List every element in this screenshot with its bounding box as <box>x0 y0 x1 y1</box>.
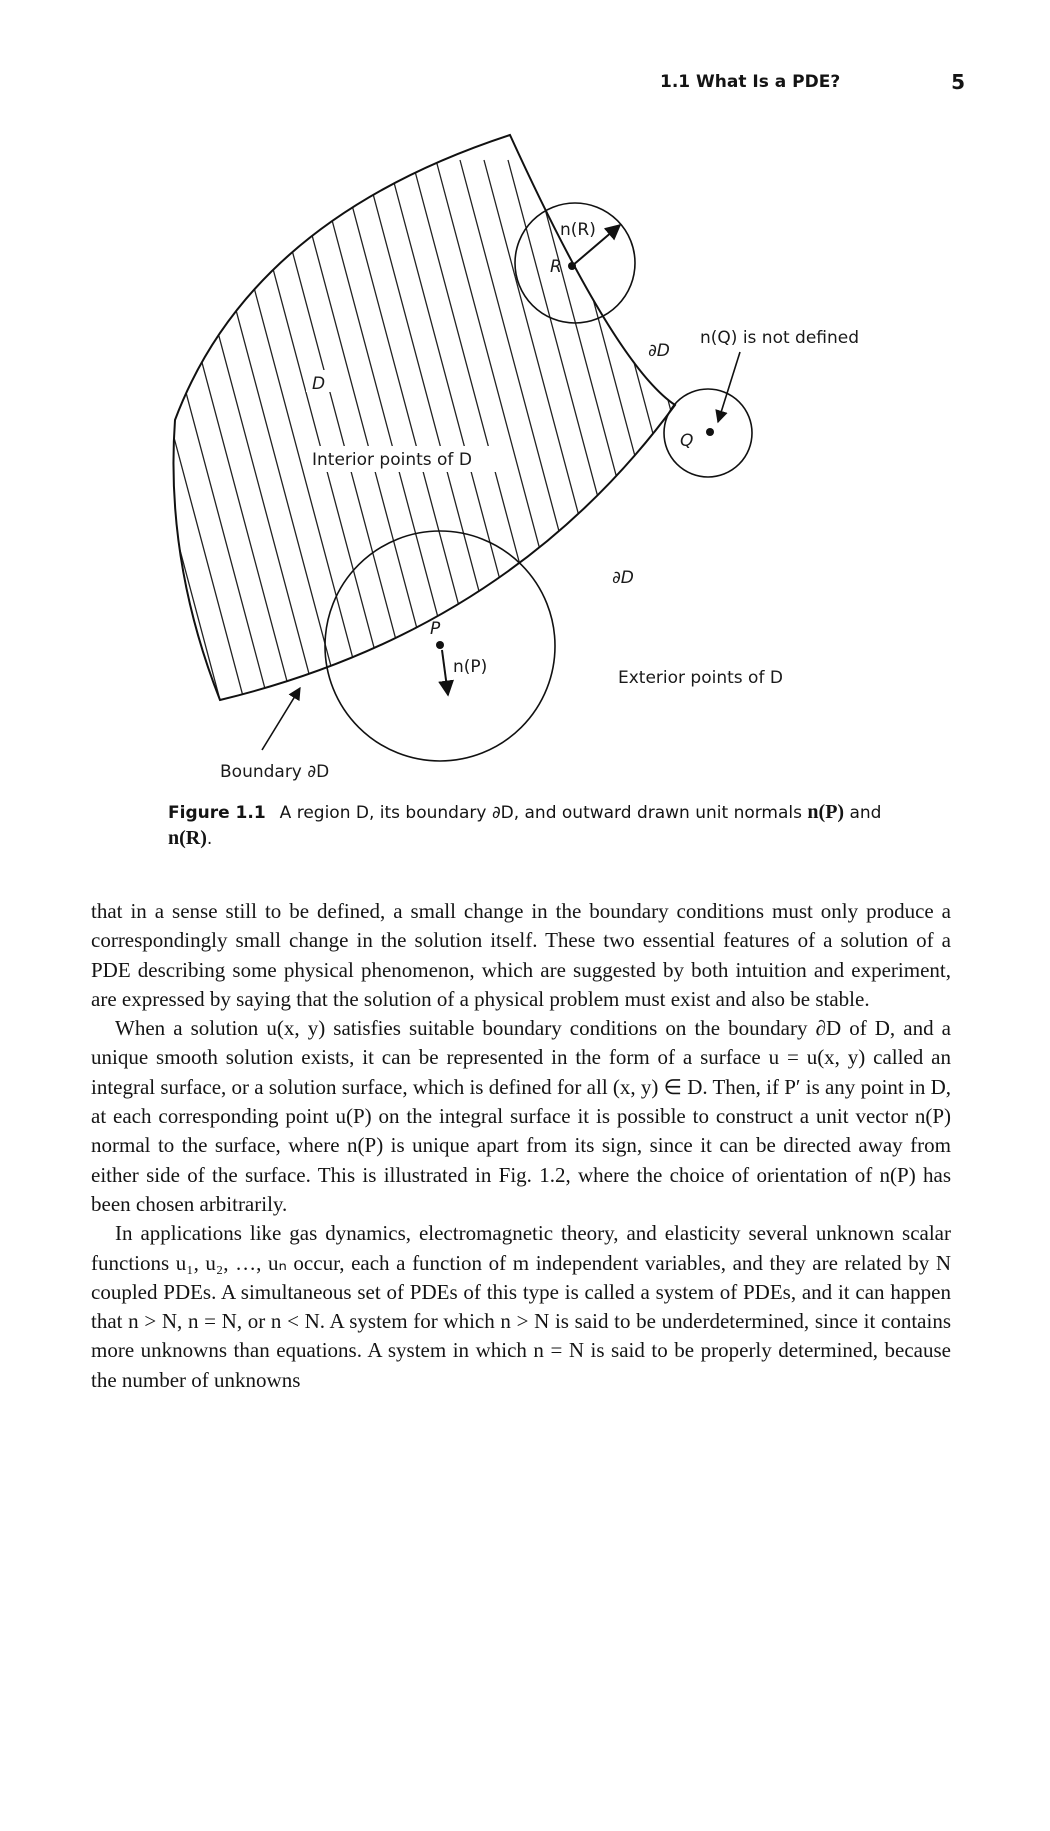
label-n-P: n(P) <box>453 657 488 677</box>
paragraph: that in a sense still to be defined, a small change in the boundary conditions must only produce a correspondingly small change in the solution itself. These two essential features of a solution of a PDE describing some physical phenomenon, which are suggested by both intuition and experiment, are expressed by saying that the solution of a physical problem must exist and also be stable. <box>91 899 951 1011</box>
paragraph: In applications like gas dynamics, electromagnetic theory, and elasticity several unknown scalar functions u₁, u₂, …, uₙ occur, each a function of m independent variables, and they are related by N coupled PDEs. A simultaneous set of PDEs of this type is called a system of PDEs, and it can happen that n > N, n = N, or n < N. A system for which n > N is said to be underdetermined, since it contains more unknowns than equations. A system in which n = N is said to be properly determined, because the number of unknowns <box>91 1221 951 1392</box>
label-P: P <box>430 619 441 639</box>
label-interior-points: Interior points of D <box>312 450 472 470</box>
point-Q <box>706 428 714 436</box>
body-text <box>91 897 951 1395</box>
caption-label: Figure 1.1 <box>168 803 266 823</box>
region-boundary <box>173 135 675 700</box>
running-head: 1.1 What Is a PDE? <box>660 72 841 92</box>
label-exterior-points: Exterior points of D <box>618 668 783 688</box>
pointer-arrow-boundary <box>262 688 300 750</box>
label-dD-top: ∂D <box>648 341 670 361</box>
caption-text: A region D, its boundary ∂D, and outward drawn unit normals <box>279 803 802 823</box>
paragraph: When a solution u(x, y) satisfies suitable boundary conditions on the boundary ∂D of D, and a unique smooth solution exists, it can be represented in the form of a surface u = u(x, y) called an integral surface, or a solution surface, which is defined for all (x, y) ∈ D. Then, if P′ is any point in D, at each corresponding point u(P) on the integral surface it is possible to construct a unit vector n(P) normal to the surface, where n(P) is unique apart from its sign, since it can be directed away from either side of the surface. This is illustrated in Fig. 1.2, where the choice of orientation of n(P) has been chosen arbitrarily. <box>91 1016 951 1216</box>
point-P <box>436 641 444 649</box>
label-dD-mid: ∂D <box>612 568 634 588</box>
label-Q: Q <box>680 431 694 451</box>
figure-region-diagram <box>0 0 1050 800</box>
figure-caption <box>168 800 888 852</box>
label-R: R <box>550 257 562 277</box>
label-n-R: n(R) <box>560 220 596 240</box>
label-boundary: Boundary ∂D <box>220 762 330 782</box>
caption-and: and <box>849 803 882 823</box>
caption-end: . <box>206 829 213 849</box>
label-n-Q-note: n(Q) is not defined <box>700 328 860 348</box>
normal-arrow-P <box>442 650 448 695</box>
label-D: D <box>312 374 326 394</box>
caption-n-R: n(R) <box>168 827 207 849</box>
caption-n-P: n(P) <box>807 801 845 823</box>
page-number: 5 <box>951 70 965 94</box>
pointer-arrow-Q <box>718 352 740 422</box>
